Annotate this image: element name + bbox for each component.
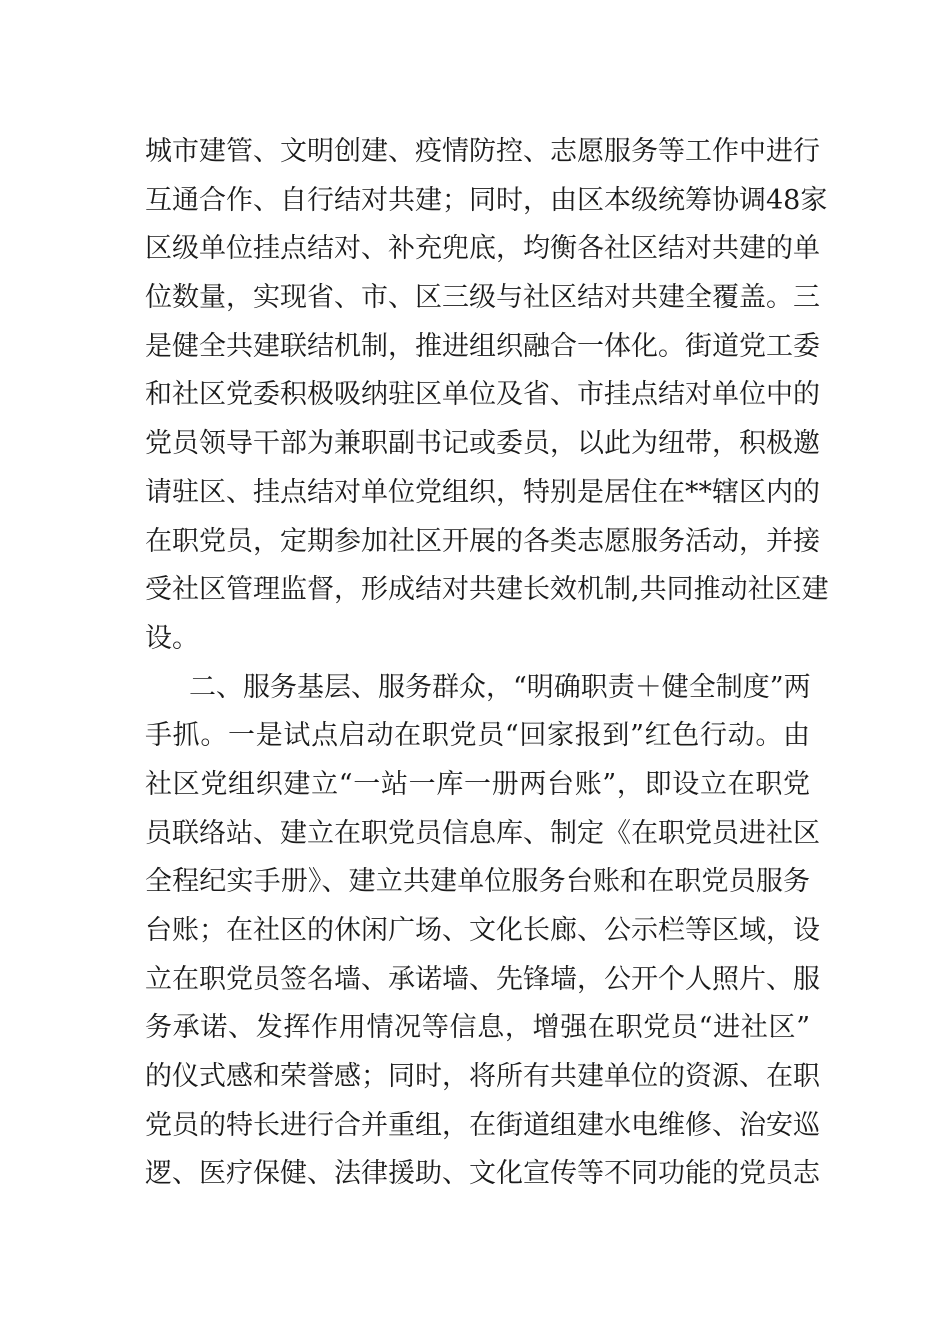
- text-line: 城市建管、文明创建、疫情防控、志愿服务等工作中进行: [145, 136, 820, 167]
- text-line: 互通合作、自行结对共建；同时，由区本级统筹协调48家: [145, 184, 828, 216]
- text-line: 请驻区、挂点结对单位党组织，特别是居住在**辖区内的: [145, 476, 820, 508]
- text-line: 党员领导干部为兼职副书记或委员，以此为纽带，积极邀: [145, 428, 820, 460]
- text-line: 社区党组织建立“一站一库一册两台账”，即设立在职党: [145, 768, 810, 800]
- text-line: 党员的特长进行合并重组，在街道组建水电维修、治安巡: [145, 1109, 820, 1141]
- text-line: 的仪式感和荣誉感；同时，将所有共建单位的资源、在职: [145, 1061, 820, 1093]
- text-line: 员联络站、建立在职党员信息库、制定《在职党员进社区: [145, 817, 820, 849]
- text-line: 区级单位挂点结对、补充兜底，均衡各社区结对共建的单: [145, 233, 820, 265]
- text-line: 立在职党员签名墙、承诺墙、先锋墙，公开个人照片、服: [145, 963, 820, 995]
- text-line: 务承诺、发挥作用情况等信息，增强在职党员“进社区”: [145, 1012, 810, 1044]
- body-text: [145, 128, 829, 1199]
- text-line: 在职党员，定期参加社区开展的各类志愿服务活动，并接: [145, 525, 820, 557]
- text-line: 设。: [145, 622, 199, 654]
- text-line: 和社区党委积极吸纳驻区单位及省、市挂点结对单位中的: [145, 379, 820, 411]
- section-heading-line: 二、服务基层、服务群众，“明确职责＋健全制度”两: [189, 671, 811, 703]
- text-line: 全程纪实手册》、建立共建单位服务台账和在职党员服务: [145, 866, 810, 898]
- text-line: 台账；在社区的休闲广场、文化长廊、公示栏等区域，设: [145, 915, 820, 946]
- text-line: 受社区管理监督，形成结对共建长效机制,共同推动社区建: [145, 574, 829, 606]
- text-line: 逻、医疗保健、法律援助、文化宣传等不同功能的党员志: [145, 1158, 820, 1190]
- text-line: 手抓。一是试点启动在职党员“回家报到”红色行动。由: [145, 720, 810, 752]
- text-line: 是健全共建联结机制，推进组织融合一体化。街道党工委: [145, 330, 820, 362]
- text-line: 位数量，实现省、市、区三级与社区结对共建全覆盖。三: [145, 282, 820, 314]
